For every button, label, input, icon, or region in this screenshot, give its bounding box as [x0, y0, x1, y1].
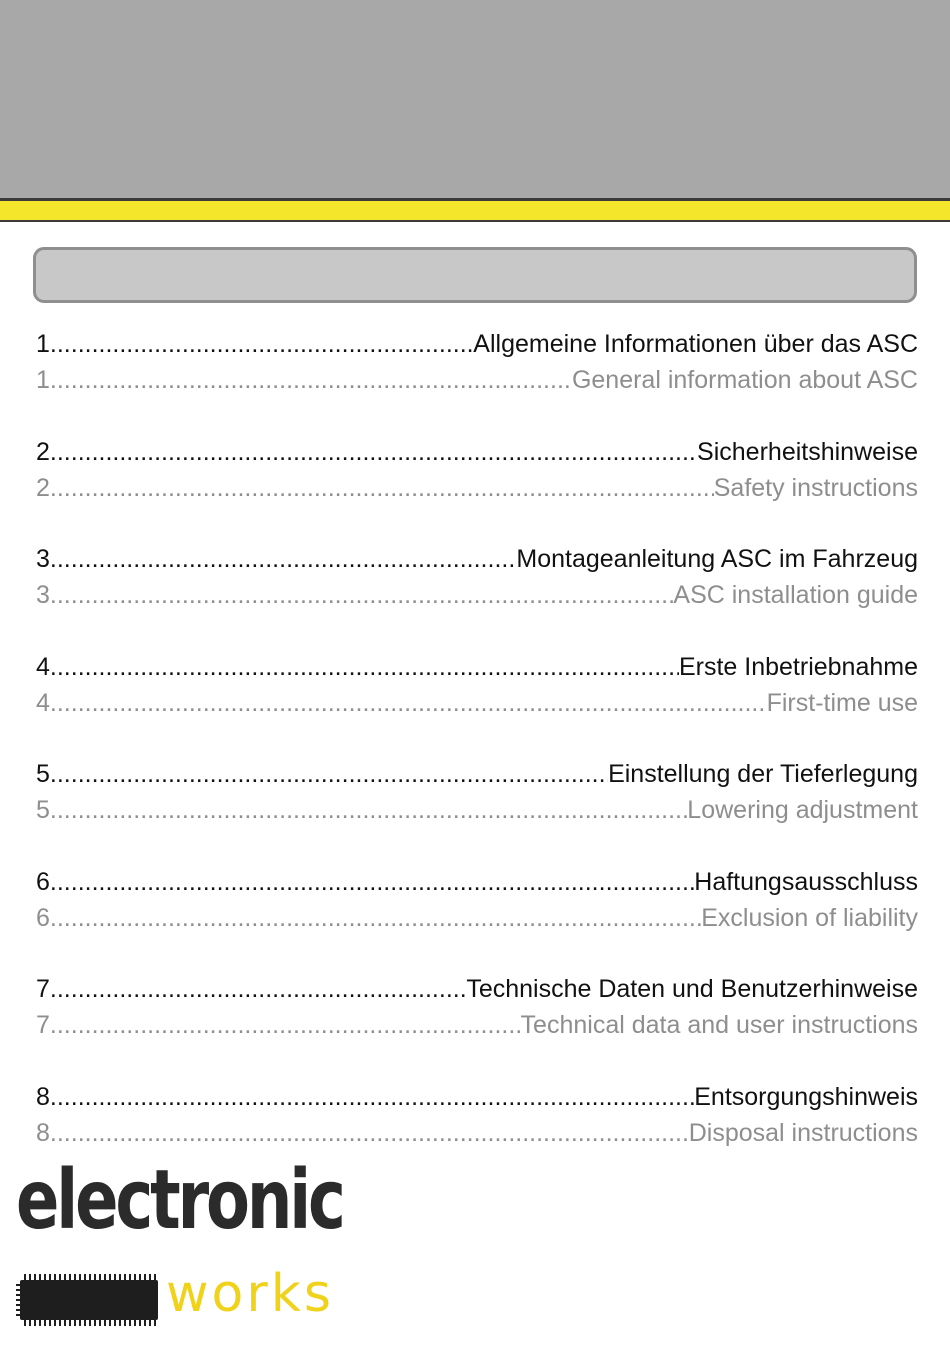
toc-entry-english[interactable] — [36, 366, 918, 402]
toc-entry-5 — [36, 760, 918, 868]
toc-entry-german[interactable] — [36, 868, 918, 904]
toc-entry-3 — [36, 545, 918, 653]
dot-leader — [50, 653, 679, 682]
toc-title-german: Einstellung der Tieferlegung — [608, 760, 918, 788]
toc-number: 7 — [36, 975, 50, 1003]
toc-number: 6 — [36, 867, 50, 896]
toc-number: 7 — [36, 1011, 50, 1039]
toc-entry-english[interactable] — [36, 474, 918, 510]
toc-number: 8 — [36, 1082, 50, 1111]
dot-leader — [50, 366, 572, 395]
dot-leader — [50, 760, 608, 789]
toc-title-german: Entsorgungshinweis — [694, 1082, 918, 1111]
logo-wordmark-works: works — [166, 1264, 334, 1324]
toc-title-german: Allgemeine Informationen über das ASC — [473, 330, 918, 358]
toc-number: 6 — [36, 903, 50, 932]
toc-number: 5 — [36, 796, 50, 824]
toc-title-english: Exclusion of liability — [701, 903, 918, 932]
dot-leader — [50, 474, 714, 503]
toc-entry-1 — [36, 330, 918, 438]
toc-title-german: Haftungsausschluss — [694, 867, 918, 896]
electronic-works-logo — [16, 1153, 343, 1335]
toc-title-german: Montageanleitung ASC im Fahrzeug — [516, 545, 918, 573]
toc-number: 3 — [36, 545, 50, 573]
toc-number: 2 — [36, 473, 50, 502]
toc-entry-german[interactable] — [36, 760, 918, 796]
dot-leader — [50, 796, 687, 825]
toc-entry-german[interactable] — [36, 330, 918, 366]
toc-number: 2 — [36, 437, 50, 466]
table-of-contents — [36, 330, 918, 1190]
toc-entry-6 — [36, 868, 918, 976]
dot-leader — [50, 689, 767, 718]
dot-leader — [50, 581, 674, 610]
dot-leader — [50, 1083, 694, 1112]
dot-leader — [50, 975, 466, 1004]
toc-number: 1 — [36, 366, 50, 394]
toc-entry-german[interactable] — [36, 545, 918, 581]
toc-entry-2 — [36, 438, 918, 546]
toc-entry-4 — [36, 653, 918, 761]
toc-title-english: Lowering adjustment — [687, 796, 918, 824]
toc-number: 4 — [36, 688, 50, 717]
toc-title-english: General information about ASC — [571, 366, 918, 394]
toc-entry-english[interactable] — [36, 1119, 918, 1155]
toc-entry-english[interactable] — [36, 581, 918, 617]
toc-title-german: Technische Daten und Benutzerhinweise — [466, 975, 918, 1003]
toc-entry-german[interactable] — [36, 1083, 918, 1119]
dot-leader — [50, 904, 701, 933]
dot-leader — [50, 545, 516, 574]
dot-leader — [50, 438, 697, 467]
toc-entry-7 — [36, 975, 918, 1083]
dot-leader — [50, 1011, 521, 1040]
dot-leader — [50, 868, 694, 897]
microchip-icon — [16, 1273, 166, 1327]
toc-number: 3 — [36, 581, 50, 609]
toc-number: 1 — [36, 330, 50, 358]
toc-number: 5 — [36, 760, 50, 788]
toc-number: 4 — [36, 652, 50, 681]
toc-title-english: ASC installation guide — [673, 581, 918, 609]
dot-leader — [50, 1119, 689, 1148]
toc-entry-german[interactable] — [36, 975, 918, 1011]
toc-entry-german[interactable] — [36, 653, 918, 689]
toc-title-english: Technical data and user instructions — [520, 1011, 918, 1039]
toc-entry-english[interactable] — [36, 904, 918, 940]
accent-stripe — [0, 198, 950, 222]
toc-title-english: Safety instructions — [713, 473, 918, 502]
dot-leader — [50, 330, 473, 359]
toc-entry-english[interactable] — [36, 1011, 918, 1047]
logo-wordmark-electronic: electronic — [16, 1153, 343, 1248]
toc-entry-english[interactable] — [36, 796, 918, 832]
toc-entry-german[interactable] — [36, 438, 918, 474]
toc-title-german: Erste Inbetriebnahme — [678, 652, 918, 681]
toc-title-english: Disposal instructions — [688, 1118, 918, 1147]
toc-entry-english[interactable] — [36, 689, 918, 725]
header-band — [0, 0, 950, 198]
toc-title-german: Sicherheitshinweise — [697, 437, 918, 466]
section-title-bar — [33, 247, 917, 303]
toc-number: 8 — [36, 1118, 50, 1147]
toc-title-english: First-time use — [766, 688, 918, 717]
